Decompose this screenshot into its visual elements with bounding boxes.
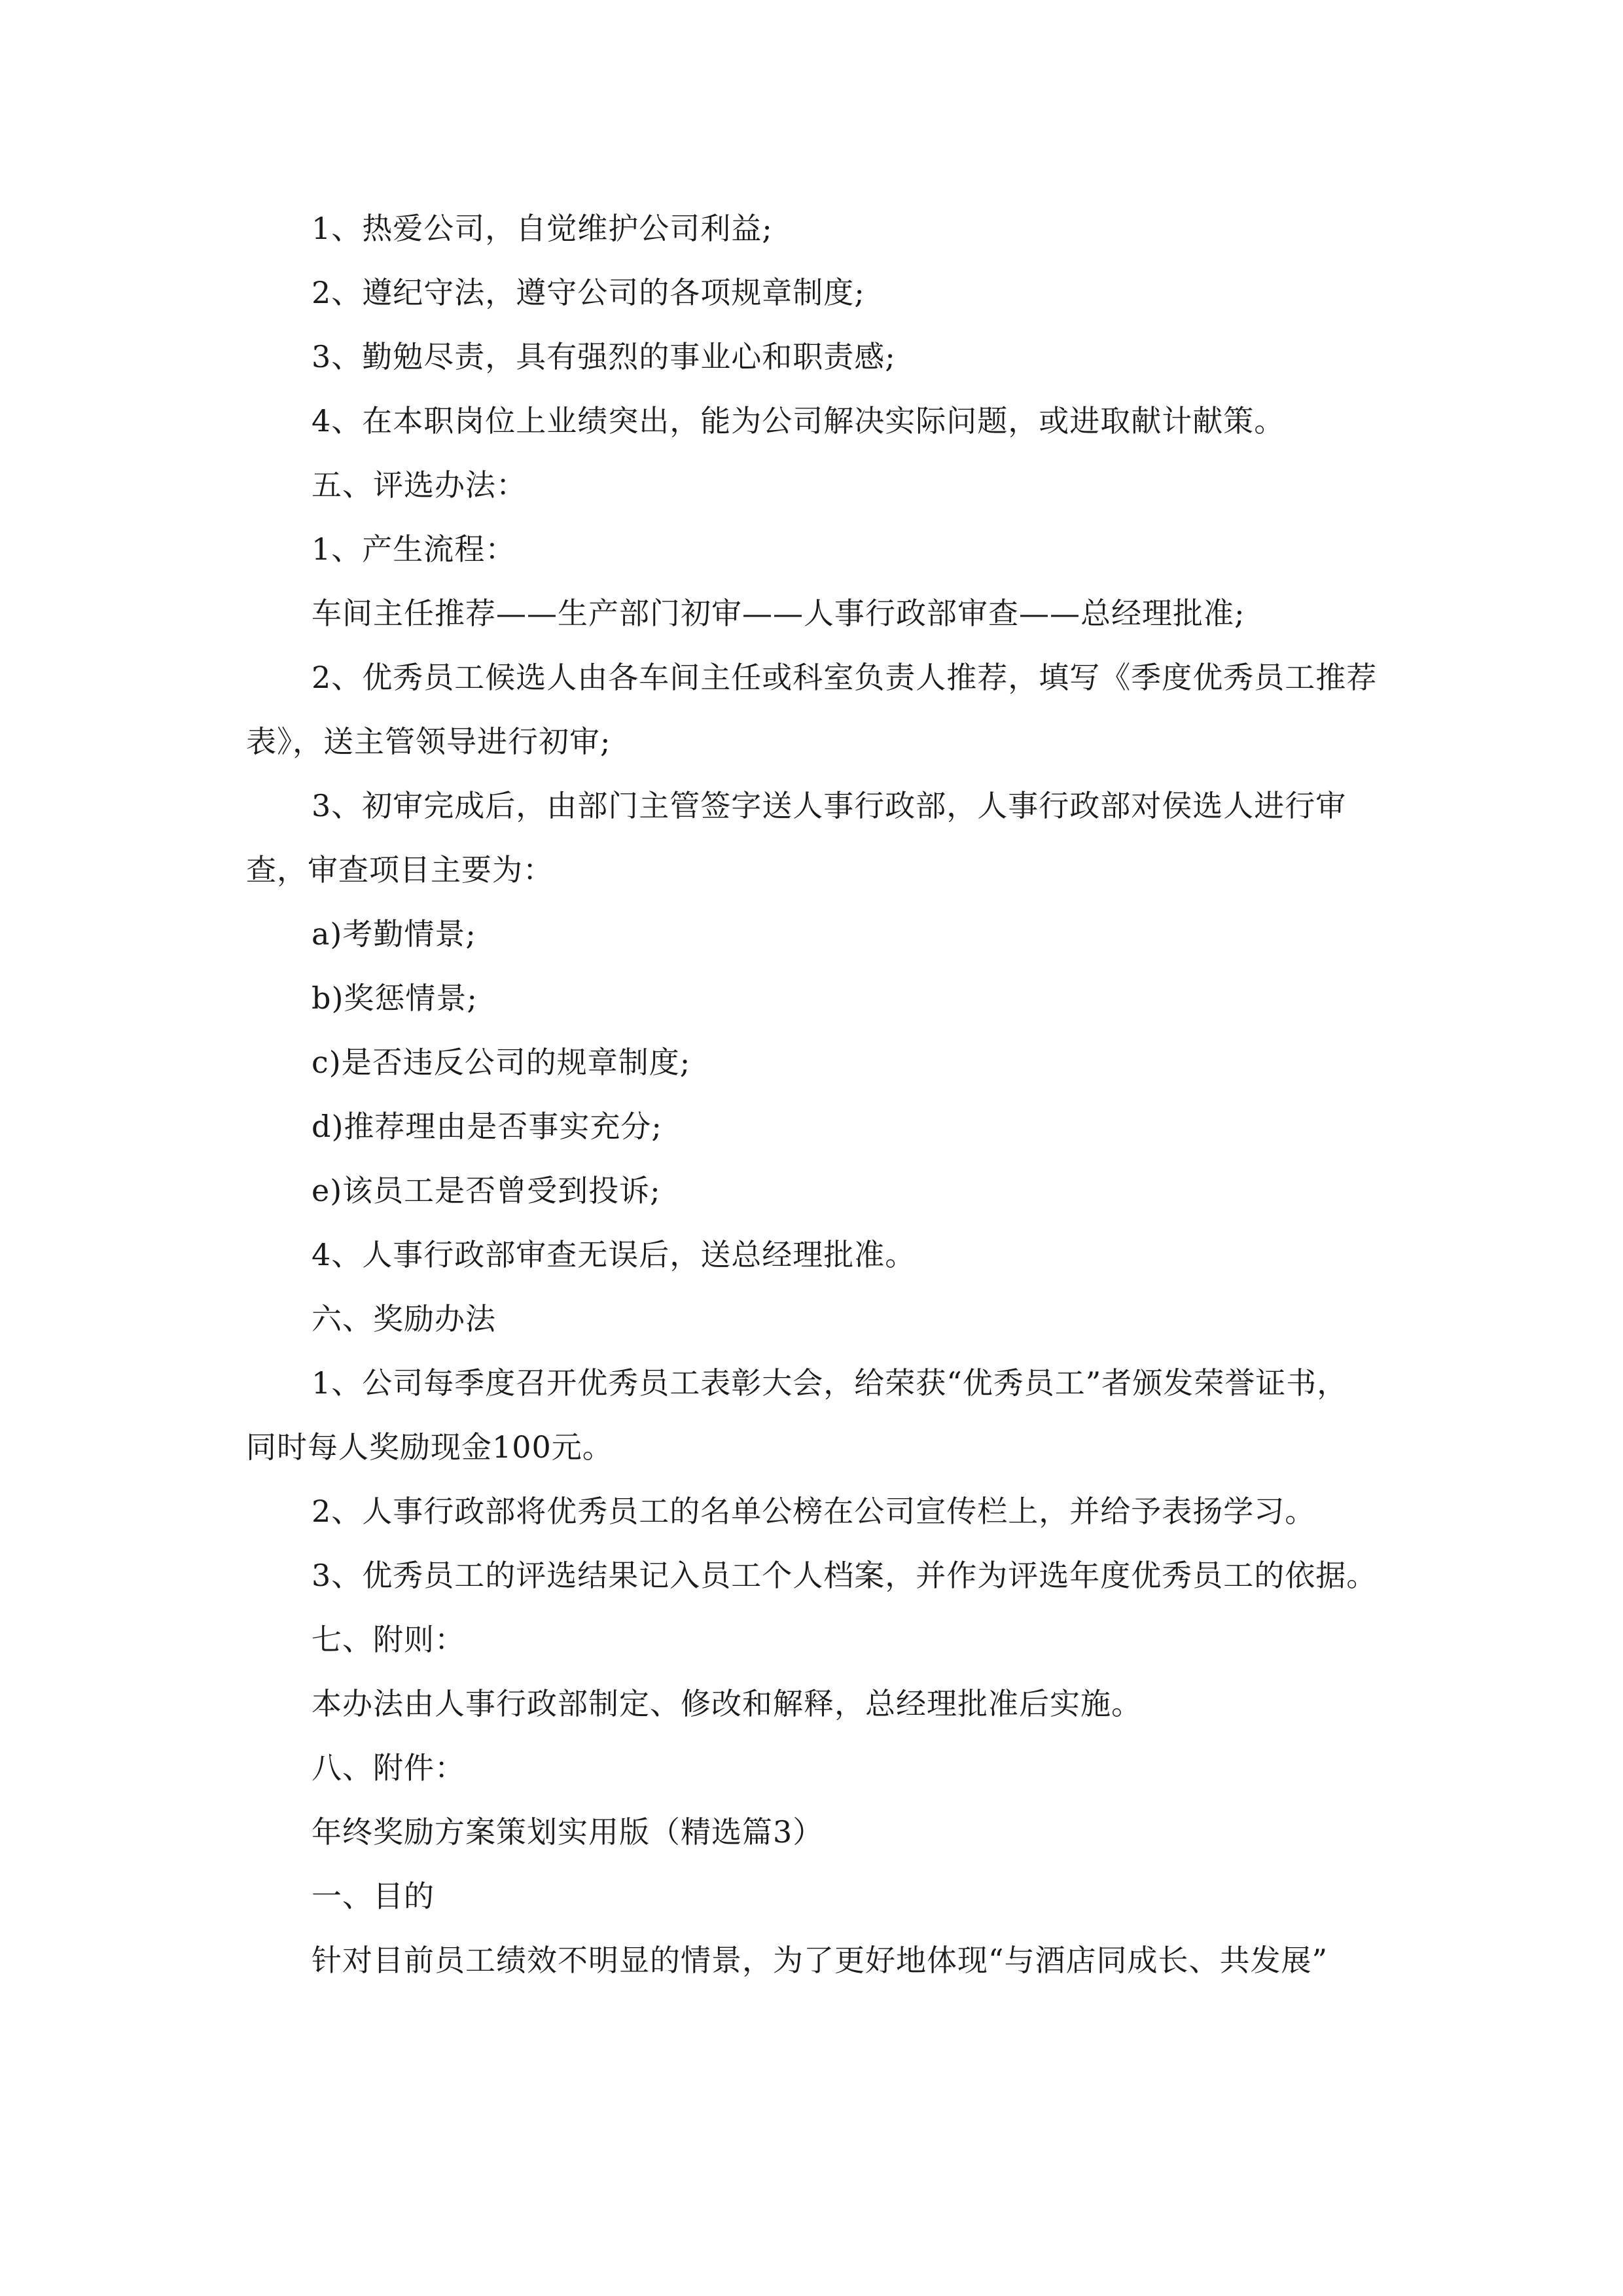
paragraph: 3、初审完成后，由部门主管签字送人事行政部，人事行政部对侯选人进行审查，审查项目主要为：	[246, 788, 1347, 888]
section-heading: 一、目的	[312, 1878, 435, 1914]
list-item: c)是否违反公司的规章制度;	[312, 1045, 691, 1080]
paragraph: 4、在本职岗位上业绩突出，能为公司解决实际问题，或进取献计献策。	[312, 403, 1285, 439]
document-body	[246, 196, 1378, 1992]
paragraph: 1、公司每季度召开优秀员工表彰大会，给荣获“优秀员工”者颁发荣誉证书，同时每人奖励现金100元。	[246, 1365, 1348, 1465]
list-item: e)该员工是否曾受到投诉;	[312, 1173, 661, 1208]
document-subtitle: 年终奖励方案策划实用版（精选篇3）	[312, 1814, 824, 1850]
list-item: b)奖惩情景;	[312, 980, 478, 1016]
paragraph: 2、人事行政部将优秀员工的名单公榜在公司宣传栏上，并给予表扬学习。	[312, 1494, 1316, 1529]
paragraph: 针对目前员工绩效不明显的情景，为了更好地体现“与酒店同成长、共发展”	[312, 1943, 1329, 1978]
section-heading: 六、奖励办法	[312, 1301, 496, 1336]
paragraph: 2、遵纪守法，遵守公司的各项规章制度;	[312, 275, 865, 310]
section-heading: 八、附件：	[312, 1750, 465, 1785]
paragraph: 2、优秀员工候选人由各车间主任或科室负责人推荐，填写《季度优秀员工推荐表》，送主管领导进行初审;	[246, 660, 1378, 759]
paragraph: 车间主任推荐——生产部门初审——人事行政部审查——总经理批准;	[312, 596, 1245, 631]
list-item: a)考勤情景;	[312, 916, 476, 952]
paragraph: 3、优秀员工的评选结果记入员工个人档案，并作为评选年度优秀员工的依据。	[312, 1558, 1378, 1593]
section-heading: 七、附则：	[312, 1622, 465, 1657]
section-heading: 五、评选办法：	[312, 467, 527, 503]
paragraph: 4、人事行政部审查无误后，送总经理批准。	[312, 1237, 916, 1272]
paragraph: 1、产生流程：	[312, 531, 516, 567]
list-item: d)推荐理由是否事实充分;	[312, 1109, 662, 1144]
paragraph: 3、勤勉尽责，具有强烈的事业心和职责感;	[312, 339, 896, 374]
paragraph: 本办法由人事行政部制定、修改和解释，总经理批准后实施。	[312, 1686, 1142, 1721]
paragraph: 1、热爱公司，自觉维护公司利益;	[312, 211, 773, 246]
